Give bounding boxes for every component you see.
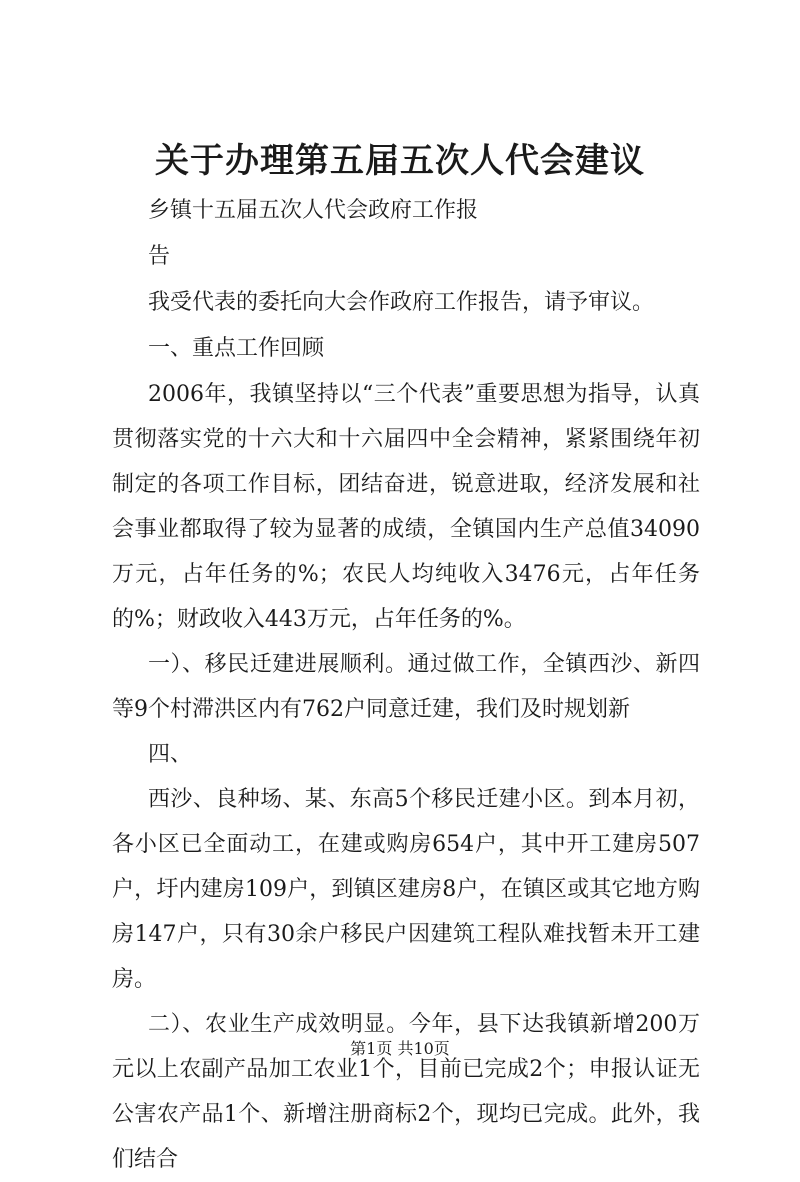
paragraph-3: 我受代表的委托向大会作政府工作报告，请予审议。	[148, 290, 655, 315]
paragraph-7: 四、	[148, 742, 193, 767]
paragraph-8: 西沙、良种场、某、东高5个移民迁建小区。到本月初，各小区已全面动工，在建或购房654户，其中开工建房507户，圩内建房109户，到镇区建房8户，在镇区或其它地方购房147户，只有30余户移民户因建筑工程队难找暂未开工建房。	[112, 787, 700, 992]
section-heading: 一、重点工作回顾	[148, 336, 325, 361]
paragraph-6: 一）、移民迁建进展顺利。通过做工作，全镇西沙、新四等9个村滞洪区内有762户同意迁建，我们及时规划新	[112, 652, 700, 722]
document-body	[112, 188, 700, 1182]
paragraph-9: 二）、农业生产成效明显。今年，县下达我镇新增200万元以上农副产品加工农业1个，目前已完成2个；申报认证无公害农产品1个、新增注册商标2个，现均已完成。此外，我们结合	[112, 1012, 700, 1172]
paragraph-1: 乡镇十五届五次人代会政府工作报	[148, 198, 479, 223]
page-number: 第1页 共10页	[350, 1039, 450, 1058]
document-title: 关于办理第五届五次人代会建议	[155, 141, 645, 181]
paragraph-2: 告	[148, 244, 171, 269]
paragraph-5: 2006年，我镇坚持以“三个代表”重要思想为指导，认真贯彻落实党的十六大和十六届四中全会精神，紧紧围绕年初制定的各项工作目标，团结奋进，锐意进取，经济发展和社会事业都取得了较为显著的成绩，全镇国内生产总值34090万元，占年任务的%；农民人均纯收入3476元，占年任务的%；财政收入443万元，占年任务的%。	[112, 382, 700, 632]
